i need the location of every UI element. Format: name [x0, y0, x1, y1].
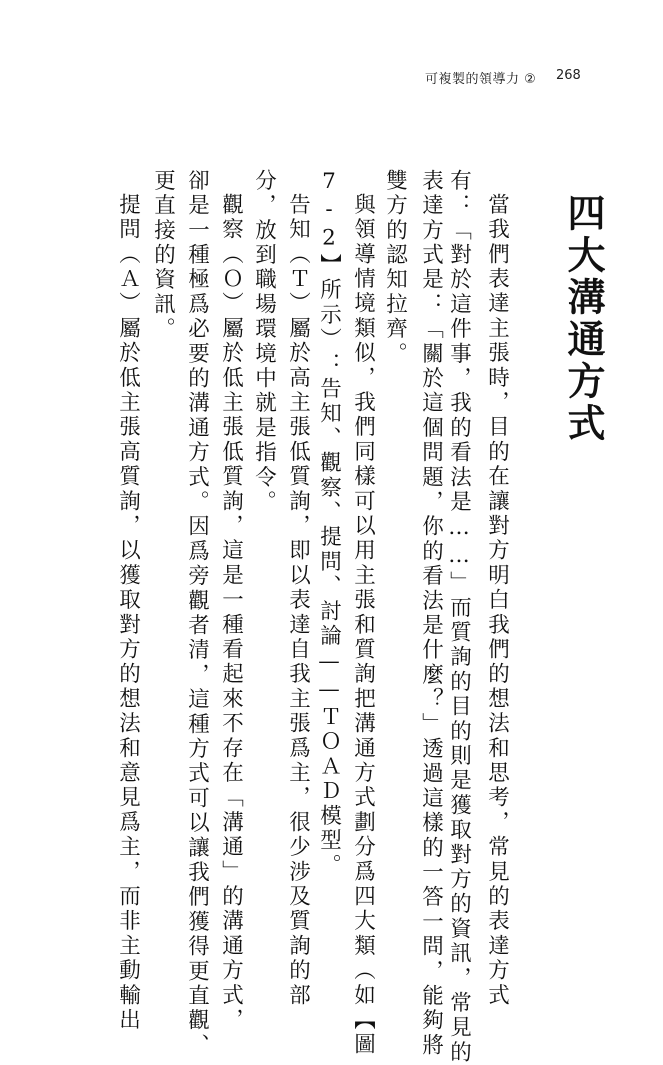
- running-title: 可複製的領導力 ②: [425, 72, 537, 87]
- paragraph-line-7: 告知（Ｔ）屬於高主張低質詢，即以表達自我主張爲主，很少涉及質詢的部: [285, 193, 311, 1009]
- paragraph-line-4: 雙方的認知拉齊。: [382, 169, 408, 367]
- paragraph-line-11: 更直接的資訊。: [150, 169, 176, 342]
- paragraph-line-10: 卻是一種極爲必要的溝通方式。因爲旁觀者清，這種方式可以讓我們獲得更直觀、: [184, 169, 210, 1059]
- page-header: [0, 64, 663, 88]
- paragraph-line-12: 提問（Ａ）屬於低主張高質詢，以獲取對方的想法和意見爲主，而非主動輸出: [115, 193, 141, 1033]
- paragraph-line-6: 7-2】所示）：告知、觀察、提問、討論——ＴＯＡＤ模型。: [316, 169, 342, 879]
- paragraph-line-1: 當我們表達主張時，目的在讓對方明白我們的想法和思考，常見的表達方式: [484, 193, 510, 1009]
- paragraph-line-8: 分，放到職場環境中就是指令。: [251, 169, 277, 515]
- section-heading: 四大溝通方式: [561, 193, 606, 445]
- page-number: 268: [556, 68, 581, 83]
- paragraph-line-3: 表達方式是：「關於這個問題，你的看法是什麼？」透過這樣的一答一問，能夠將: [418, 169, 444, 1059]
- paragraph-line-2: 有：「對於這件事，我的看法是……」而質詢的目的則是獲取對方的資訊，常見的: [446, 169, 472, 1065]
- paragraph-line-9: 觀察（Ｏ）屬於低主張低質詢，這是一種看起來不存在「溝通」的溝通方式，: [218, 193, 244, 1033]
- paragraph-line-5: 與領導情境類似，我們同樣可以用主張和質詢把溝通方式劃分爲四大類（如【圖: [350, 193, 376, 1058]
